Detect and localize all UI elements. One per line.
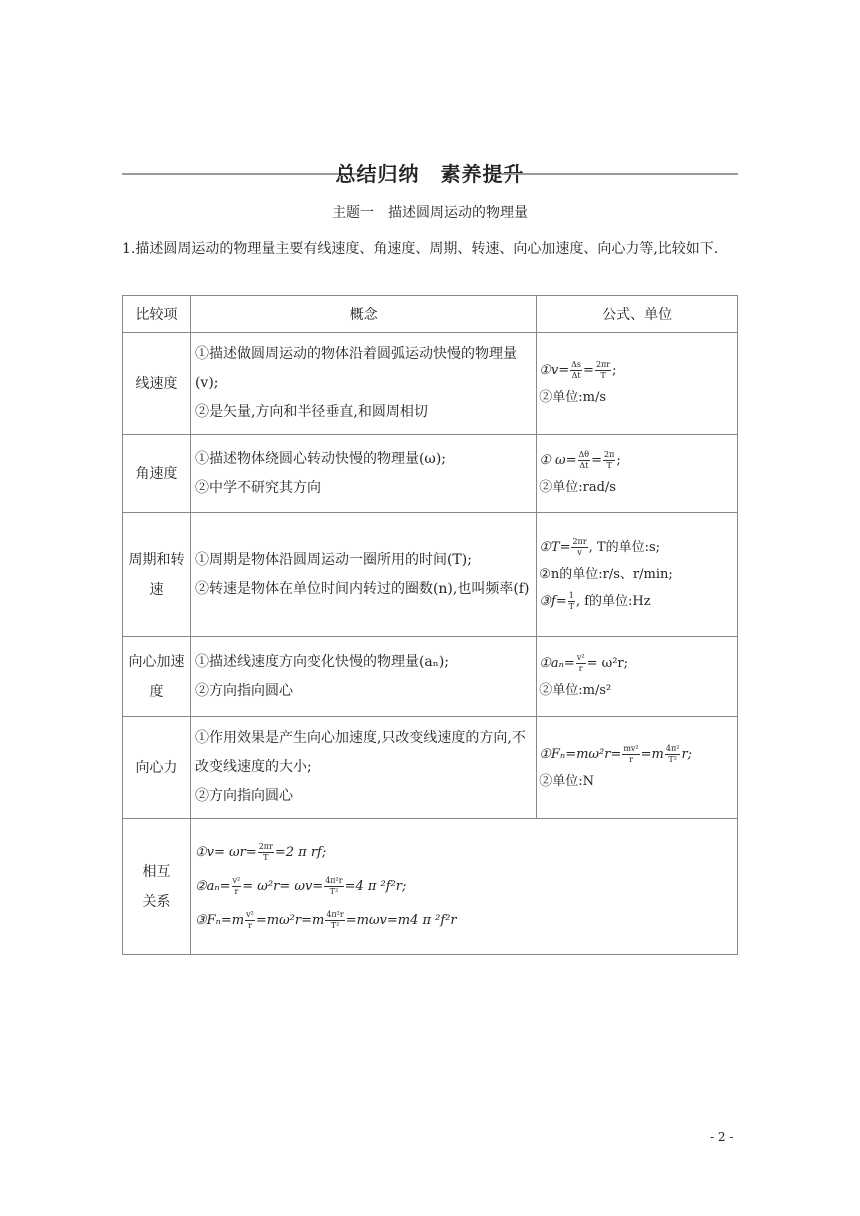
fraction: $\frac{\Delta s}{\Delta t}$ [571,359,582,380]
concept-line: ②是矢量,方向和半径垂直,和圆周相切 [194,404,428,420]
concept-line: ②中学不研究其方向 [194,479,321,496]
fraction: $\frac{1}{T}$ [568,591,574,611]
header-formula: 公式、单位 [537,296,738,333]
comparison-table [122,295,738,955]
fraction: $\frac{\text{v²}}{r}$ [576,652,585,673]
header-item: 比较项 [123,296,191,333]
concept-line: ②方向指向圆心 [194,788,293,804]
relation-formulas [190,819,737,955]
fraction: $\frac{2\pi}{T}$ [604,449,615,470]
formula-line: ① ω= $\frac{\Delta\theta}{\Delta t}$ = $\frac{2\pi}{T}$ ; [539,449,621,470]
fraction: $\frac{\text{4π²}}{\text{T²}}$ [665,743,680,764]
formula-text: ①v= [539,362,570,378]
row-formula [537,435,738,513]
row-concept [190,435,536,513]
concept-line: ②方向指向圆心 [194,682,293,699]
header-concept: 概念 [190,296,536,333]
formula-line: ①aₙ= $\frac{\text{v²}}{r}$ = ω²r; [539,652,628,673]
concept-line: ①周期是物体沿圆周运动一圈所用的时间(T); [194,551,472,568]
fraction: $\frac{\Delta\theta}{\Delta t}$ [578,449,590,470]
fraction: $\frac{\text{mv²}}{r}$ [623,743,639,764]
row-formula [537,513,738,637]
fraction: $\frac{\text{4π²r}}{\text{T²}}$ [325,875,343,896]
row-formula [537,637,738,717]
table-header-row [123,296,738,333]
row-item: 相互关系 [123,819,191,955]
row-formula [537,717,738,819]
table-row [123,819,738,955]
row-concept [190,333,536,435]
concept-line: ①描述物体绕圆心转动快慢的物理量(ω); [194,450,447,467]
row-concept [190,717,536,819]
relation-line: ③Fₙ=m $\frac{\text{v²}}{r}$ =mω²r=m $\frac{\text{4π²r}}{\text{T²}}$ =mωv=m4 π ²f²r [194,909,457,930]
row-item: 线速度 [123,333,191,435]
row-concept [190,637,536,717]
table-row [123,435,738,513]
concept-line: ①作用效果是产生向心加速度,只改变线速度的方向,不改变线速度的大小; [194,730,526,775]
formula-line: ①v= $\frac{\Delta s}{\Delta t}$ = $\frac{2\pi r}{T}$ ; [539,359,617,380]
concept-line: ①描述做圆周运动的物体沿着圆弧运动快慢的物理量(v); [194,346,517,391]
section-title: 总结归纳 素养提升 [335,162,525,186]
table-row [123,333,738,435]
formula-line: ①Fₙ=mω²r= $\frac{\text{mv²}}{r}$ =m $\frac{\text{4π²}}{\text{T²}}$ r; [539,743,693,764]
fraction: $\frac{\text{4π²r}}{\text{T²}}$ [326,909,344,930]
relation-line: ②aₙ= $\frac{\text{v²}}{r}$ = ω²r= ωv= $\frac{\text{4π²r}}{\text{T²}}$ =4 π ²f²r; [194,875,407,896]
concept-line: ②转速是物体在单位时间内转过的圈数(n),也叫频率(f) [194,580,530,597]
formula-line: ③f= $\frac{1}{T}$ , f的单位:Hz [539,591,651,611]
unit-line: ②单位:N [539,773,595,789]
fraction: $\frac{2\pi r}{T}$ [595,359,611,380]
fraction: $\frac{2\pi r}{v}$ [572,537,587,557]
section-banner [122,158,738,190]
formula-text: ① ω= [539,452,577,468]
unit-line: ②单位:m/s [539,389,607,405]
row-concept [190,513,536,637]
concept-line: ①描述线速度方向变化快慢的物理量(aₙ); [194,653,449,670]
unit-line: ②单位:m/s² [539,682,612,698]
fraction: $\frac{2\pi r}{T}$ [258,841,273,862]
row-item: 角速度 [123,435,191,513]
row-formula [537,333,738,435]
formula-line: ②n的单位:r/s、r/min; [539,567,673,582]
relation-line: ①v= ωr= $\frac{2\pi r}{T}$ =2 π rf; [194,841,327,862]
table-row [123,717,738,819]
unit-line: ②单位:rad/s [539,479,616,495]
formula-line: ①T= $\frac{2\pi r}{v}$ , T的单位:s; [539,537,661,557]
table-row [123,513,738,637]
row-item: 向心力 [123,717,191,819]
table-row [123,637,738,717]
topic-heading: 主题一 描述圆周运动的物理量 [332,205,528,221]
fraction: $\frac{\text{v²}}{r}$ [246,909,254,930]
row-item: 向心加速度 [123,637,191,717]
page-number: - 2 - [710,1130,734,1144]
intro-paragraph: 1.描述圆周运动的物理量主要有线速度、角速度、周期、转速、向心加速度、向心力等,比较如下. [122,241,719,257]
fraction: $\frac{\text{v²}}{r}$ [232,875,241,896]
banner-right-rule [502,173,738,175]
row-item: 周期和转速 [123,513,191,637]
